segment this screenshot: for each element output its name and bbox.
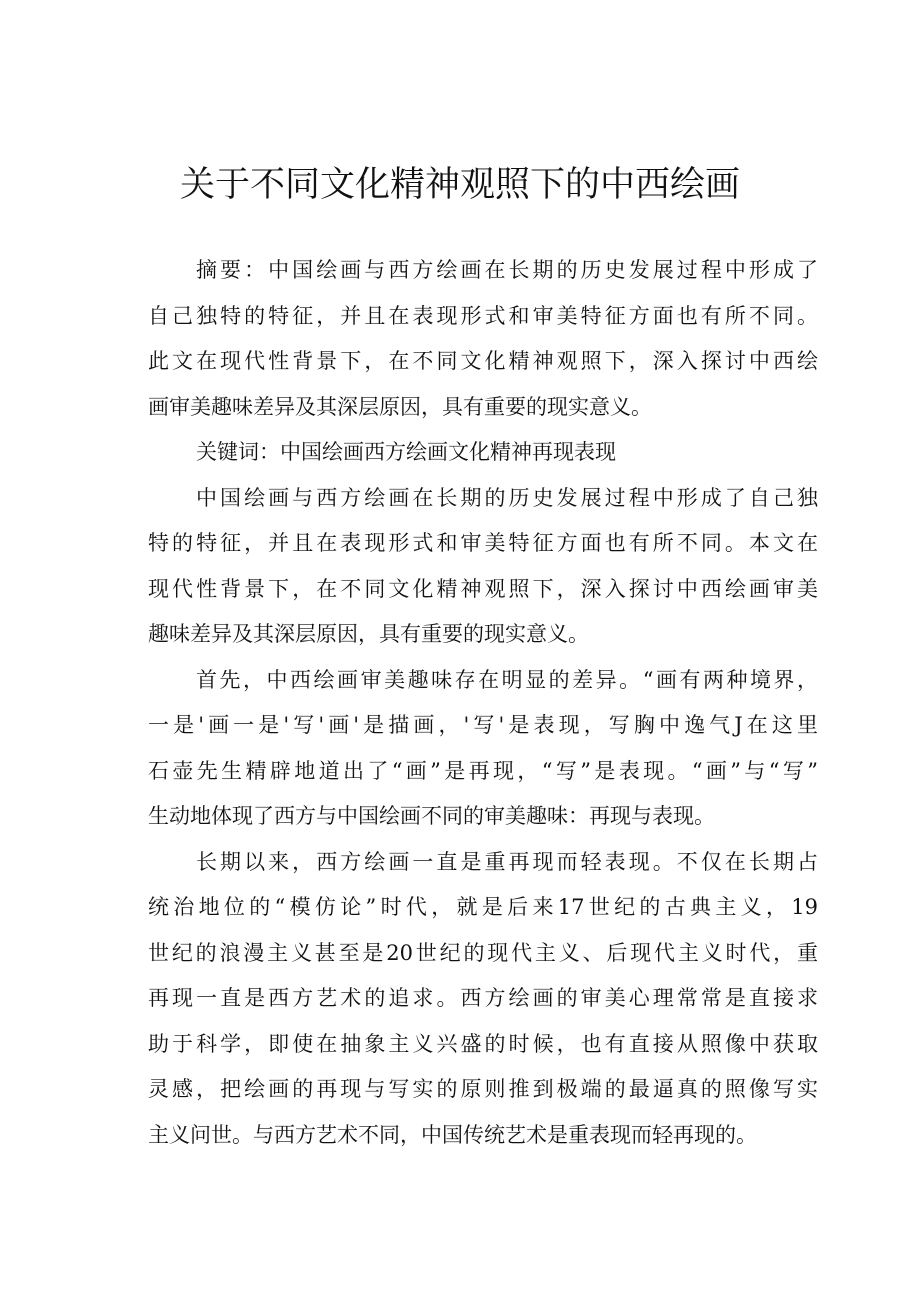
western-tradition-paragraph xyxy=(148,840,818,1159)
text-line: 石壶先生精辟地道出了“画”是再现，“写”是表现。“画”与“写” xyxy=(148,758,818,783)
text-line: 灵感，把绘画的再现与写实的原则推到极端的最逼真的照像写实 xyxy=(148,1077,818,1101)
text-line: 画审美趣味差异及其深层原因，具有重要的现实意义。 xyxy=(148,394,652,419)
text-line: 长期以来，西方绘画一直是重再现而轻表现。不仅在长期占 xyxy=(196,849,818,874)
first-point-paragraph xyxy=(148,658,818,840)
text-line: 自己独特的特征，并且在表现形式和审美特征方面也有所不同。 xyxy=(148,303,818,328)
text-line: 此文在现代性背景下，在不同文化精神观照下，深入探讨中西绘 xyxy=(148,349,818,373)
text-line: 助于科学，即使在抽象主义兴盛的时候，也有直接从照像中获取 xyxy=(148,1031,818,1056)
abstract-paragraph xyxy=(148,248,818,430)
text-line: 趣味差异及其深层原因，具有重要的现实意义。 xyxy=(148,622,589,646)
text-line: 现代性背景下，在不同文化精神观照下，深入探讨中西绘画审美 xyxy=(148,576,818,601)
document-body xyxy=(148,248,818,1158)
document-title: 关于不同文化精神观照下的中西绘画 xyxy=(179,165,740,205)
text-line: 统治地位的“模仿论”时代，就是后来17世纪的古典主义，19 xyxy=(148,895,818,919)
text-line: 摘要：中国绘画与西方绘画在长期的历史发展过程中形成了 xyxy=(196,258,818,282)
intro-paragraph xyxy=(148,476,818,658)
text-line: 世纪的浪漫主义甚至是20世纪的现代主义、后现代主义时代，重 xyxy=(148,940,818,965)
text-line: 关键词：中国绘画西方绘画文化精神再现表现 xyxy=(196,440,616,464)
text-line: 生动地体现了西方与中国绘画不同的审美趣味：再现与表现。 xyxy=(148,804,715,828)
text-line: 首先，中西绘画审美趣味存在明显的差异。“画有两种境界， xyxy=(196,667,818,692)
keywords-paragraph xyxy=(148,430,818,476)
text-line: 一是'画一是'写'画'是描画，'写'是表现，写胸中逸气J在这里 xyxy=(148,713,818,737)
text-line: 主义问世。与西方艺术不同，中国传统艺术是重表现而轻再现的。 xyxy=(148,1122,757,1147)
text-line: 再现一直是西方艺术的追求。西方绘画的审美心理常常是直接求 xyxy=(148,986,818,1010)
text-line: 特的特征，并且在表现形式和审美特征方面也有所不同。本文在 xyxy=(148,531,818,555)
text-line: 中国绘画与西方绘画在长期的历史发展过程中形成了自己独 xyxy=(196,485,818,510)
